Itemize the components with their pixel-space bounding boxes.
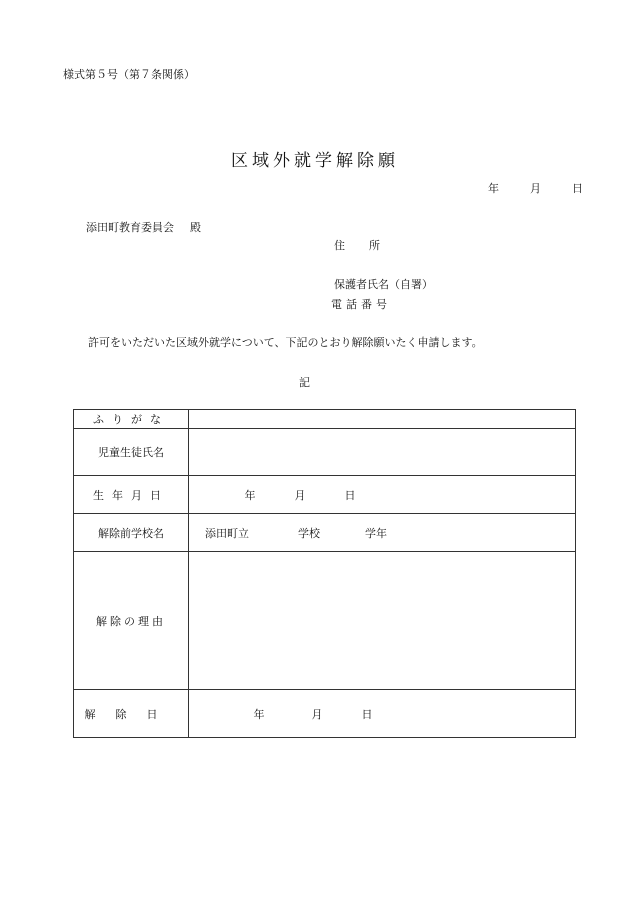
student-name-field[interactable] — [189, 429, 576, 476]
date-day-label: 日 — [572, 182, 583, 195]
cancel-date-label: 解除日 — [74, 690, 189, 738]
student-name-label: 児童生徒氏名 — [74, 429, 189, 476]
phone-number-label: 電話番号 — [331, 298, 391, 311]
addressee — [86, 219, 201, 235]
birth-month-label: 月 — [294, 488, 306, 502]
school-suffix: 学校 — [298, 526, 320, 540]
table-row — [74, 552, 576, 690]
table-row — [74, 514, 576, 552]
birthdate-field[interactable] — [189, 476, 576, 514]
guardian-name-label: 保護者氏名（自署） — [334, 278, 433, 291]
application-table — [73, 409, 576, 738]
cancel-month-label: 月 — [311, 707, 323, 721]
cancel-day-label: 日 — [361, 707, 373, 721]
application-date — [488, 180, 583, 196]
request-statement: 許可をいただいた区域外就学について、下記のとおり解除願いたく申請します。 — [88, 336, 483, 349]
reason-field[interactable] — [189, 552, 576, 690]
cancel-year-label: 年 — [253, 707, 265, 721]
date-year-label: 年 — [488, 182, 499, 195]
furigana-label: ふりがな — [74, 410, 189, 429]
school-prefix: 添田町立 — [205, 526, 249, 540]
ki-heading: 記 — [299, 376, 310, 389]
page-title: 区域外就学解除願 — [231, 151, 399, 171]
prev-school-label: 解除前学校名 — [74, 514, 189, 552]
table-row — [74, 690, 576, 738]
cancel-date-field[interactable] — [189, 690, 576, 738]
prev-school-field[interactable] — [189, 514, 576, 552]
birth-day-label: 日 — [344, 488, 356, 502]
date-month-label: 月 — [530, 182, 541, 195]
birthdate-label: 生年月日 — [74, 476, 189, 514]
table-row — [74, 476, 576, 514]
addressee-honorific: 殿 — [190, 221, 201, 234]
table-row — [74, 410, 576, 429]
form-number: 様式第５号（第７条関係） — [63, 68, 195, 81]
reason-label: 解除の理由 — [74, 552, 189, 690]
furigana-field[interactable] — [189, 410, 576, 429]
birth-year-label: 年 — [244, 488, 256, 502]
table-row — [74, 429, 576, 476]
grade-suffix: 学年 — [365, 526, 387, 540]
addressee-name: 添田町教育委員会 — [86, 221, 174, 234]
address-label: 住所 — [334, 239, 404, 252]
